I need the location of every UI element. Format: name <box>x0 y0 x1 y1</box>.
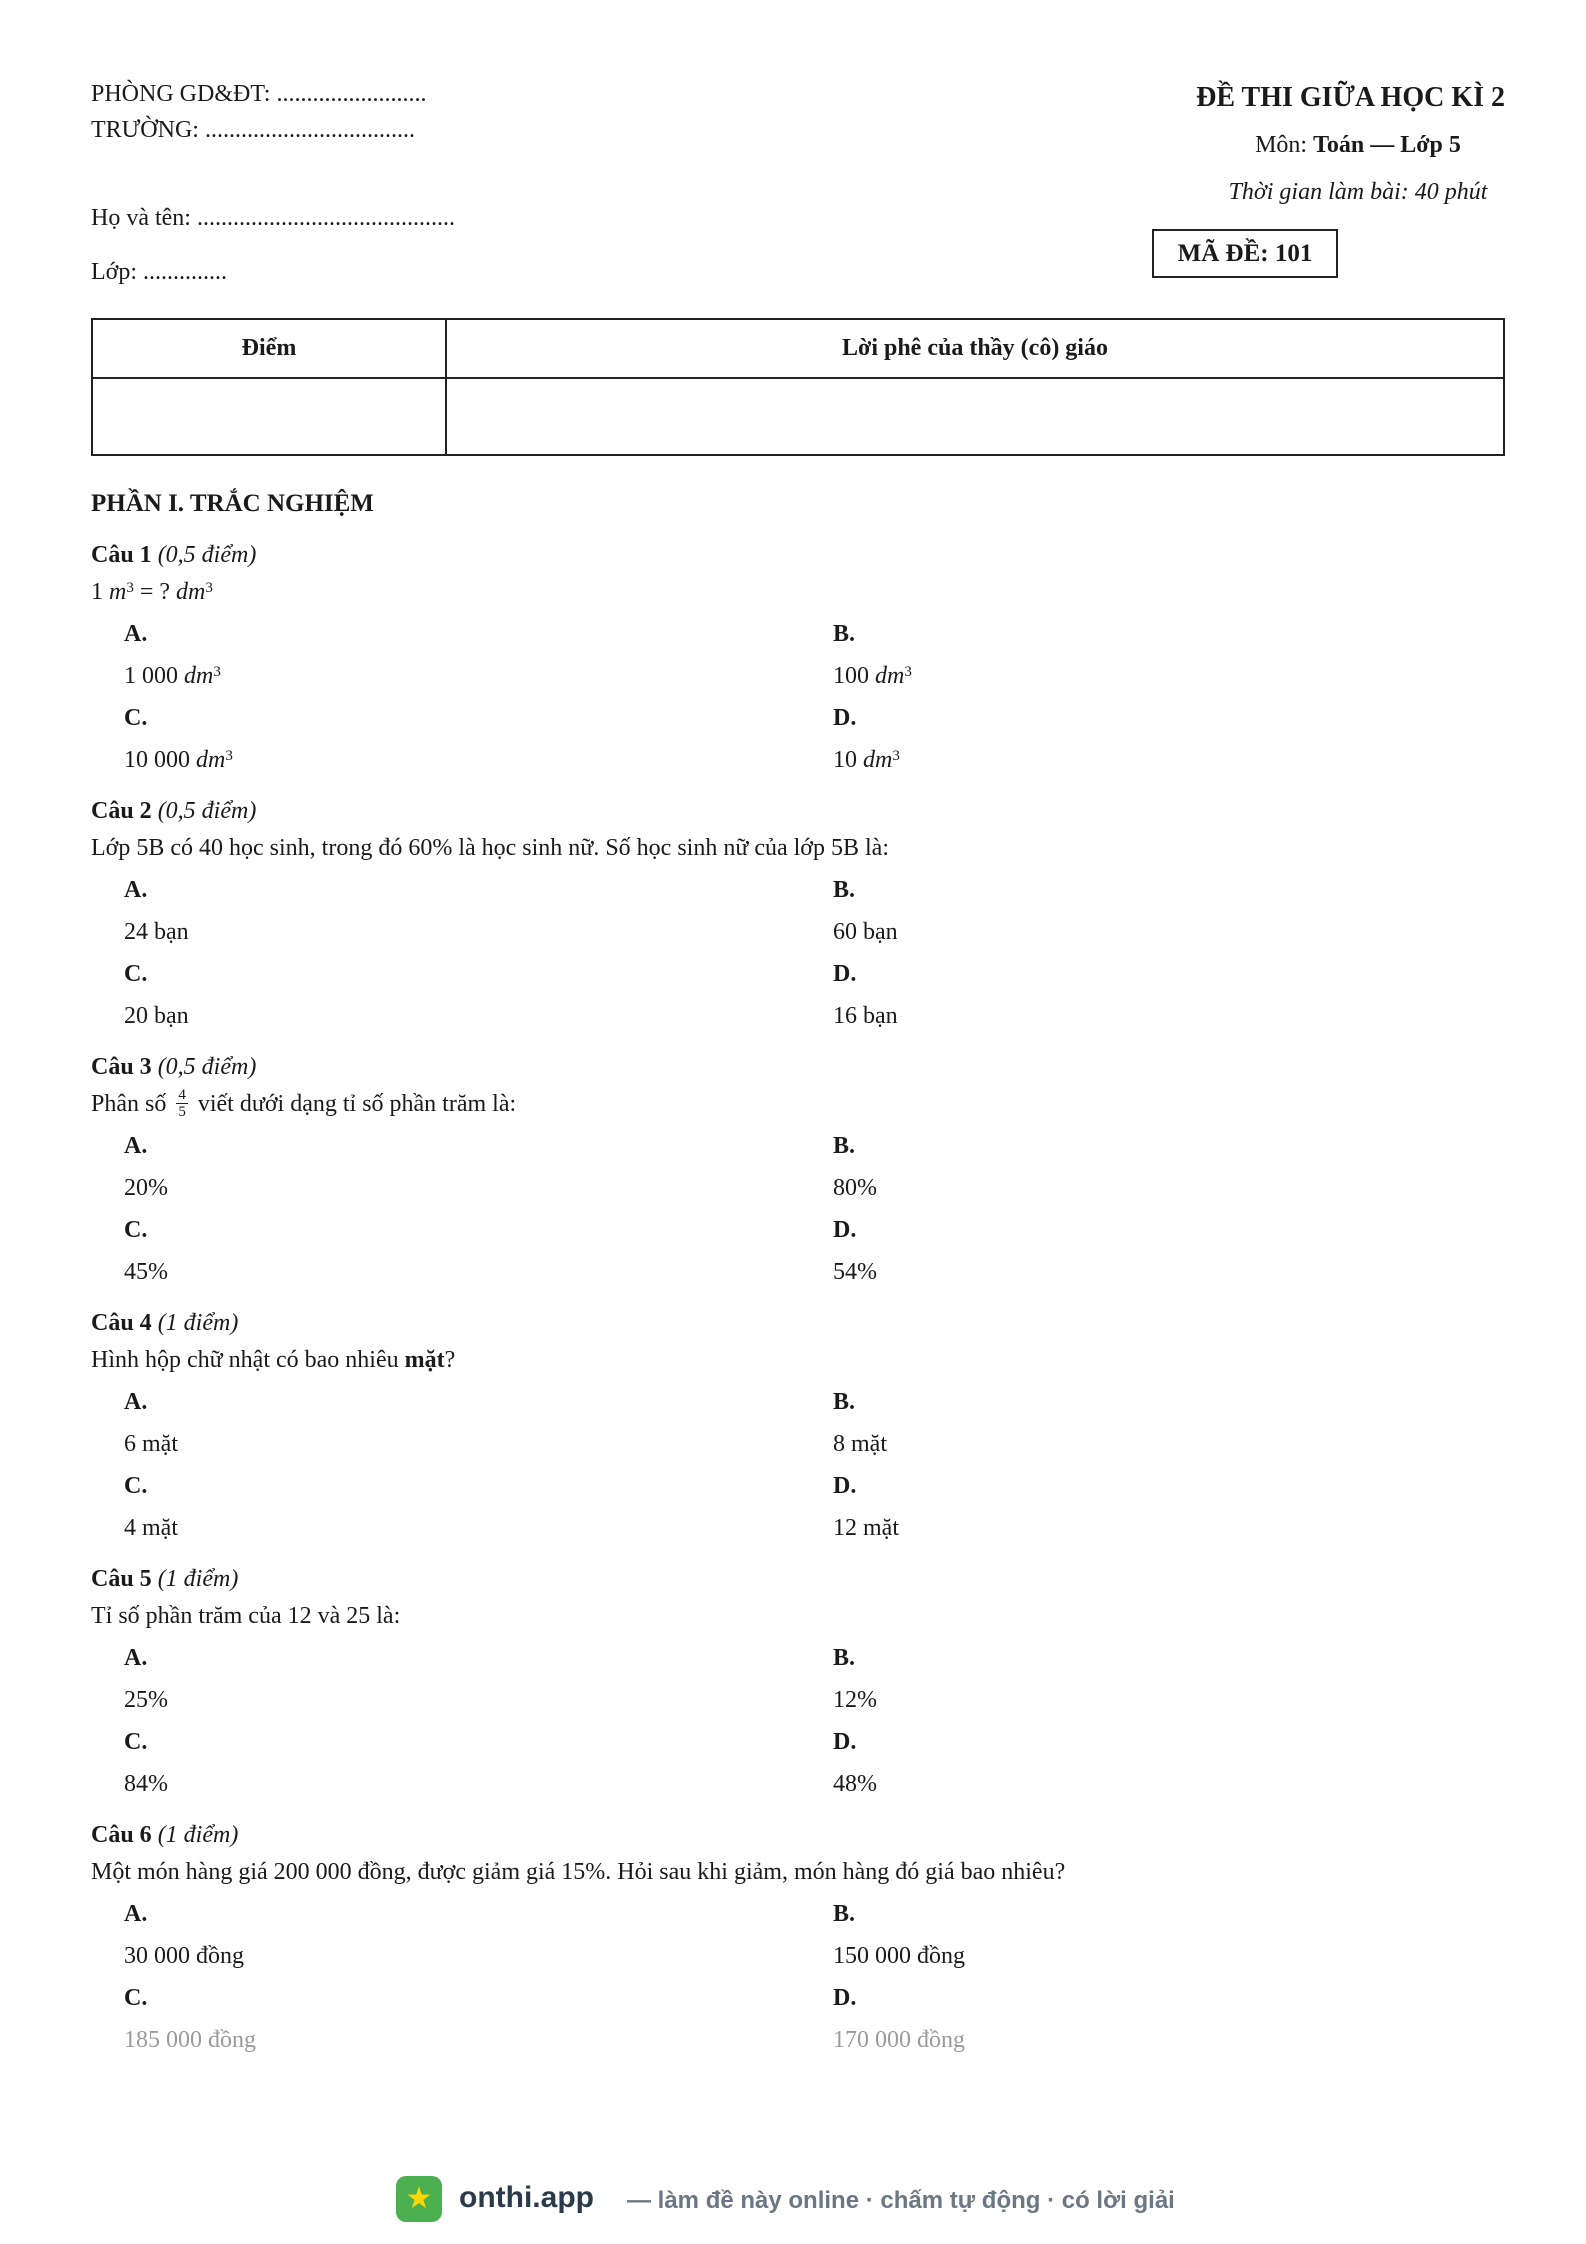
option-unit: dm <box>196 747 226 773</box>
option-d[interactable] <box>800 1208 1505 1292</box>
option-d[interactable] <box>800 952 1505 1036</box>
option-letter: B. <box>833 1901 856 1927</box>
option-c[interactable] <box>91 952 800 1036</box>
option-b[interactable] <box>800 612 1505 696</box>
name-field: Họ và tên: ........................................... <box>91 205 455 231</box>
section-multiple-choice <box>91 480 1505 2060</box>
options-grid <box>91 1636 1505 1804</box>
option-a[interactable] <box>91 1892 800 1976</box>
option-unit: dm <box>875 663 905 689</box>
question-label: Câu 5 <box>91 1566 152 1592</box>
unit-m: m <box>109 579 127 605</box>
question-label: Câu 2 <box>91 798 152 824</box>
unit-dm: dm <box>176 579 206 605</box>
option-value: 8 mặt <box>833 1431 887 1457</box>
question-header <box>91 538 1505 572</box>
option-value: 12% <box>833 1687 877 1713</box>
section-title: PHẦN I. TRẮC NGHIỆM <box>91 490 374 517</box>
option-letter: B. <box>833 621 856 647</box>
question-text: Một món hàng giá 200 000 đồng, được giảm giá 15%. Hỏi sau khi giảm, món hàng đó giá bao nhiêu? <box>91 1859 1066 1885</box>
option-letter: B. <box>833 877 856 903</box>
option-c[interactable] <box>91 1720 800 1804</box>
question-points: (1 điểm) <box>157 1310 239 1336</box>
exponent: 3 <box>213 664 221 680</box>
exponent: 3 <box>892 748 900 764</box>
option-number: 10 000 <box>124 747 196 773</box>
option-unit: dm <box>863 747 893 773</box>
brand-tagline: — làm đề này online · chấm tự động · có lời giải <box>627 2187 1175 2214</box>
question-1 <box>91 538 1505 780</box>
question-header <box>91 1818 1505 1852</box>
option-letter: C. <box>124 961 148 987</box>
question-points: (1 điểm) <box>157 1566 239 1592</box>
footer-banner[interactable] <box>0 2176 1586 2228</box>
question-text <box>91 1340 1505 1380</box>
option-b[interactable] <box>800 1380 1505 1464</box>
question-text <box>91 572 1505 612</box>
options-grid <box>91 868 1505 1036</box>
question-label: Câu 4 <box>91 1310 152 1336</box>
option-letter: C. <box>124 1473 148 1499</box>
option-letter: B. <box>833 1389 856 1415</box>
option-d[interactable] <box>800 696 1505 780</box>
question-header <box>91 1050 1505 1084</box>
option-value: 185 000 đồng <box>124 2027 256 2053</box>
option-value <box>833 740 1505 780</box>
option-value: 80% <box>833 1175 877 1201</box>
fraction <box>176 1087 188 1120</box>
option-c[interactable] <box>91 696 800 780</box>
option-value: 24 bạn <box>124 919 189 945</box>
subject-name: Toán — Lớp 5 <box>1313 132 1461 158</box>
question-label: Câu 6 <box>91 1822 152 1848</box>
question-2 <box>91 794 1505 1036</box>
comment-header: Lời phê của thầy (cô) giáo <box>446 319 1504 378</box>
question-points: (0,5 điểm) <box>157 542 257 568</box>
option-value: 20% <box>124 1175 168 1201</box>
option-value: 170 000 đồng <box>833 2027 965 2053</box>
q1-text-a: 1 <box>91 579 109 605</box>
option-value <box>833 656 1505 696</box>
option-unit: dm <box>184 663 214 689</box>
exponent: 3 <box>205 580 213 596</box>
question-label: Câu 3 <box>91 1054 152 1080</box>
option-d[interactable] <box>800 1720 1505 1804</box>
option-value: 60 bạn <box>833 919 898 945</box>
option-letter: A. <box>124 1133 148 1159</box>
school-field: TRƯỜNG: ................................... <box>91 117 415 143</box>
option-letter: B. <box>833 1645 856 1671</box>
question-header <box>91 1306 1505 1340</box>
option-a[interactable] <box>91 612 800 696</box>
option-b[interactable] <box>800 1892 1505 1976</box>
option-value: 16 bạn <box>833 1003 898 1029</box>
question-points: (0,5 điểm) <box>157 798 257 824</box>
option-letter: B. <box>833 1133 856 1159</box>
option-letter: D. <box>833 1985 857 2011</box>
option-c[interactable] <box>91 1208 800 1292</box>
exponent: 3 <box>904 664 912 680</box>
option-letter: A. <box>124 877 148 903</box>
star-icon: ★ <box>405 2181 433 2216</box>
option-a[interactable] <box>91 1636 800 1720</box>
option-value: 150 000 đồng <box>833 1943 965 1969</box>
option-value: 6 mặt <box>124 1431 178 1457</box>
option-d[interactable] <box>800 1976 1505 2060</box>
option-c[interactable] <box>91 1976 800 2060</box>
option-value: 25% <box>124 1687 168 1713</box>
question-text <box>91 1084 1505 1124</box>
option-b[interactable] <box>800 1124 1505 1208</box>
option-value: 12 mặt <box>833 1515 899 1541</box>
option-letter: C. <box>124 705 148 731</box>
option-number: 10 <box>833 747 863 773</box>
question-header <box>91 1562 1505 1596</box>
option-a[interactable] <box>91 1380 800 1464</box>
option-value <box>124 656 800 696</box>
option-b[interactable] <box>800 868 1505 952</box>
option-letter: D. <box>833 1217 857 1243</box>
score-table <box>91 318 1505 456</box>
option-value: 4 mặt <box>124 1515 178 1541</box>
option-value: 48% <box>833 1771 877 1797</box>
q4-text-a: Hình hộp chữ nhật có bao nhiêu <box>91 1347 405 1373</box>
option-letter: D. <box>833 961 857 987</box>
option-letter: A. <box>124 621 148 647</box>
option-letter: C. <box>124 1729 148 1755</box>
options-grid <box>91 1892 1505 2060</box>
option-value: 54% <box>833 1259 877 1285</box>
option-value: 45% <box>124 1259 168 1285</box>
dept-field: PHÒNG GD&ĐT: ......................... <box>91 81 427 107</box>
option-a[interactable] <box>91 868 800 952</box>
q4-text-b: ? <box>444 1347 456 1373</box>
option-letter: A. <box>124 1389 148 1415</box>
option-d[interactable] <box>800 1464 1505 1548</box>
q1-text-b: = ? <box>133 579 177 605</box>
comment-cell[interactable] <box>446 378 1504 455</box>
exponent: 3 <box>126 580 134 596</box>
option-c[interactable] <box>91 1464 800 1548</box>
subject-prefix: Môn: <box>1255 132 1314 158</box>
question-text: Tỉ số phần trăm của 12 và 25 là: <box>91 1603 401 1629</box>
question-3 <box>91 1050 1505 1292</box>
options-grid <box>91 1380 1505 1548</box>
q3-text-a: Phân số <box>91 1091 173 1117</box>
question-points: (1 điểm) <box>157 1822 239 1848</box>
class-field: Lớp: .............. <box>91 259 228 285</box>
score-cell[interactable] <box>92 378 446 455</box>
exponent: 3 <box>225 748 233 764</box>
fraction-denominator: 5 <box>178 1103 186 1120</box>
fraction-numerator: 4 <box>178 1086 186 1103</box>
option-value <box>124 740 800 780</box>
options-grid <box>91 612 1505 780</box>
option-letter: D. <box>833 1729 857 1755</box>
option-letter: A. <box>124 1901 148 1927</box>
question-6 <box>91 1818 1505 2060</box>
option-letter: D. <box>833 1473 857 1499</box>
question-4 <box>91 1306 1505 1548</box>
option-letter: A. <box>124 1645 148 1671</box>
option-letter: C. <box>124 1985 148 2011</box>
question-header <box>91 794 1505 828</box>
question-points: (0,5 điểm) <box>157 1054 257 1080</box>
question-text: Lớp 5B có 40 học sinh, trong đó 60% là học sinh nữ. Số học sinh nữ của lớp 5B là: <box>91 835 889 861</box>
exam-title: ĐỀ THI GIỮA HỌC KÌ 2 <box>1196 82 1505 113</box>
option-number: 1 000 <box>124 663 184 689</box>
option-value: 30 000 đồng <box>124 1943 244 1969</box>
option-a[interactable] <box>91 1124 800 1208</box>
score-header: Điểm <box>92 319 446 378</box>
brand-name[interactable]: onthi.app <box>459 2181 594 2214</box>
onthi-logo[interactable] <box>396 2176 442 2222</box>
exam-code-box: MÃ ĐỀ: 101 <box>1152 229 1338 278</box>
question-label: Câu 1 <box>91 542 152 568</box>
option-letter: C. <box>124 1217 148 1243</box>
option-number: 100 <box>833 663 875 689</box>
option-value: 20 bạn <box>124 1003 189 1029</box>
question-5 <box>91 1562 1505 1804</box>
options-grid <box>91 1124 1505 1292</box>
q3-text-b: viết dưới dạng tỉ số phần trăm là: <box>191 1091 517 1117</box>
option-value: 84% <box>124 1771 168 1797</box>
time-limit: Thời gian làm bài: 40 phút <box>1228 179 1488 205</box>
option-letter: D. <box>833 705 857 731</box>
q4-text-bold: mặt <box>404 1347 445 1373</box>
subject-line <box>1151 132 1565 159</box>
option-b[interactable] <box>800 1636 1505 1720</box>
